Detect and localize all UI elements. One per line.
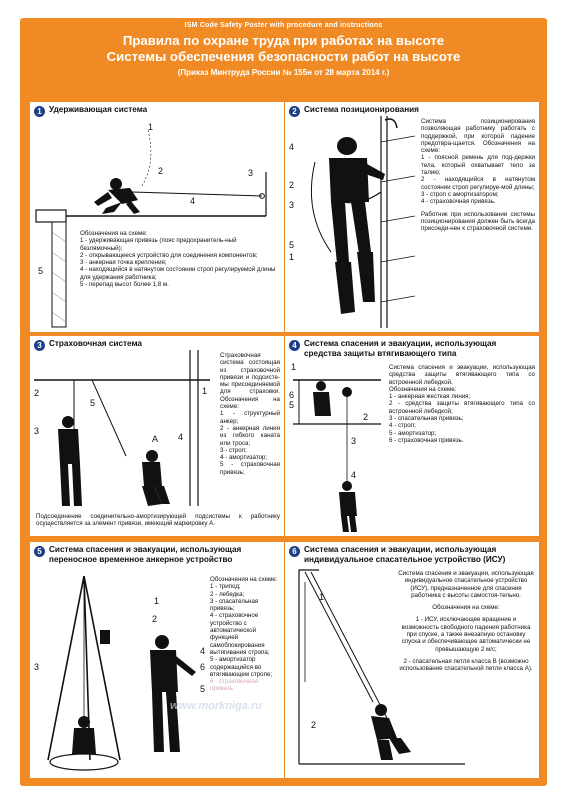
callout-a: А: [152, 434, 159, 444]
callout-3: 3: [34, 426, 40, 436]
callout-1: 1: [202, 386, 208, 396]
order-reference: (Приказ Минтруда России № 155н от 28 марта 2014 г.): [177, 68, 390, 77]
callout-4: 4: [351, 470, 357, 480]
callout-2: 2: [289, 180, 295, 190]
poster-title-line2: Системы обеспечения безопасности работ на высоте: [106, 49, 461, 64]
panel-number-badge: 1: [34, 106, 45, 117]
callout-3: 3: [248, 168, 254, 178]
callout-4: 4: [190, 196, 196, 206]
callout-3: 3: [34, 662, 40, 672]
panel-number-badge: 2: [289, 106, 300, 117]
callout-2: 2: [363, 412, 369, 422]
callout-3: 3: [289, 200, 295, 210]
callout-1: 1: [148, 122, 154, 132]
watermark: www.morkniga.ru: [170, 700, 262, 712]
panel-rescue-retractable-system: [285, 336, 539, 536]
panel-fall-arrest-system: [30, 336, 284, 536]
panel-description: Система спасения и эвакуации, использующая индивидуальное спасательное устройство (ИСУ), предназначенное для спасения работника с высоты самостоя-тельно. Обозначения на схеме: 1 - ИСУ, исключающее вращение и возможность свободного падения работника при спуске, а также внезапную остановку спуска и обеспечивающее автоматически не превышающую 2 м/с; 2 - спасательная петля класса В (возможно использование спасательной петли класса А).: [398, 570, 534, 673]
panel-restraint-system: [30, 102, 284, 332]
callout-1: 1: [291, 362, 297, 372]
panel-number-badge: 3: [34, 340, 45, 351]
panel-title: Система спасения и эвакуации, использующая индивидуальное спасательное устройство (ИСУ): [304, 545, 506, 564]
ism-code-line: ISM Code Safety Poster with procedure and instructions: [184, 22, 383, 29]
panel-title: Система спасения и эвакуации, использующая средства защиты втягивающего типа: [304, 339, 497, 358]
panel-description: Система позиционирования позволяющая работнику работать с поддержкой, при которой падение предотвра-щается. Обозначения на схеме: 1 - поясной ремень для под-держки тела, который охватывает тело за талию; 2 - находящийся в натянутом состоянии строп регулируе-мой длины; 3 - строп с амортизатором; 4 - страховочная привязь. Работник при использовании системы позиционирования должен быть всегда присоеди-нен к страховочной системе.: [421, 118, 535, 233]
callout-1: 1: [289, 252, 295, 262]
callout-5: 5: [289, 240, 295, 250]
callout-4: 4: [178, 432, 184, 442]
callout-6: 6: [200, 662, 206, 672]
callout-4: 4: [289, 142, 295, 152]
panel-note: Подсоединение соединительно-амортизирующей подсистемы к работнику осуществляется за элемент привязи, имеющий маркировку А.: [36, 513, 280, 528]
callout-5: 5: [289, 400, 295, 410]
restraint-illustration: [30, 102, 284, 332]
panel-legend: Обозначения на схеме: 1 - удерживающая привязь (пояс предохранитель-ный безлямочный); 2 - открывающееся устройство для соединения компонентов; 3 - анкерная точка крепления; 4 - находящийся в натянутом состоянии строп регулируемой длины для удержания работника; 5 - перепад высот более 1,8 м.: [80, 230, 276, 289]
panel-description: Страховочная система состоящая из страховочной привязи и подсисте-мы присоединяемой для страховки. Обозначения на схеме: 1 - структурный анкер; 2 - анкерная линия из гибкого каната или троса; 3 - строп; 4 - амортизатор; 5 - страховочная привязь;: [220, 352, 280, 476]
panel-title: Система позиционирования: [304, 105, 419, 114]
panel-number-badge: 5: [34, 546, 45, 557]
callout-2: 2: [311, 720, 317, 730]
panel-number-badge: 6: [289, 546, 300, 557]
panel-legend: Обозначения на схеме: 1 - трипод; 2 - лебедка; 3 - спасательная привязь; 4 - страховочное устройство с автоматической функцией самоблокирования вытягивания стропа; 5 - амортизатор содержащийся во втягивающем стропе; 6 - страховочная привязь: [210, 576, 278, 693]
callout-2: 2: [152, 614, 158, 624]
panel-rescue-tripod-system: [30, 542, 284, 778]
callout-6: 6: [289, 390, 295, 400]
callout-3: 3: [351, 436, 357, 446]
poster-title-line1: Правила по охране труда при работах на высоте: [122, 33, 445, 48]
panel-number-badge: 4: [289, 340, 300, 351]
callout-2: 2: [34, 388, 40, 398]
panel-title: Страховочная система: [49, 339, 142, 348]
callout-1: 1: [154, 596, 160, 606]
callout-5: 5: [200, 684, 206, 694]
panel-rescue-isu-system: [285, 542, 539, 778]
poster-header: [20, 18, 547, 100]
callout-2: 2: [158, 166, 164, 176]
callout-5: 5: [38, 266, 44, 276]
panel-title: Система спасения и эвакуации, использующая переносное временное анкерное устройство: [49, 545, 242, 564]
safety-poster: [20, 18, 547, 786]
panel-positioning-system: [285, 102, 539, 332]
callout-1: 1: [319, 592, 325, 602]
panel-title: Удерживающая система: [49, 105, 148, 114]
callout-4: 4: [200, 646, 206, 656]
callout-5: 5: [90, 398, 96, 408]
panel-description: Система спасения и эвакуации, использующая средства защиты втягивающего типа со встроенной лебедкой. Обозначения на схеме: 1 - анкерная жесткая линия; 2 - средства защиты втягивающего типа со встроенной лебедкой; 3 - спасательная привязь; 4 - строп; 5 - амортизатор; 6 - страховочная привязь.: [389, 364, 535, 444]
